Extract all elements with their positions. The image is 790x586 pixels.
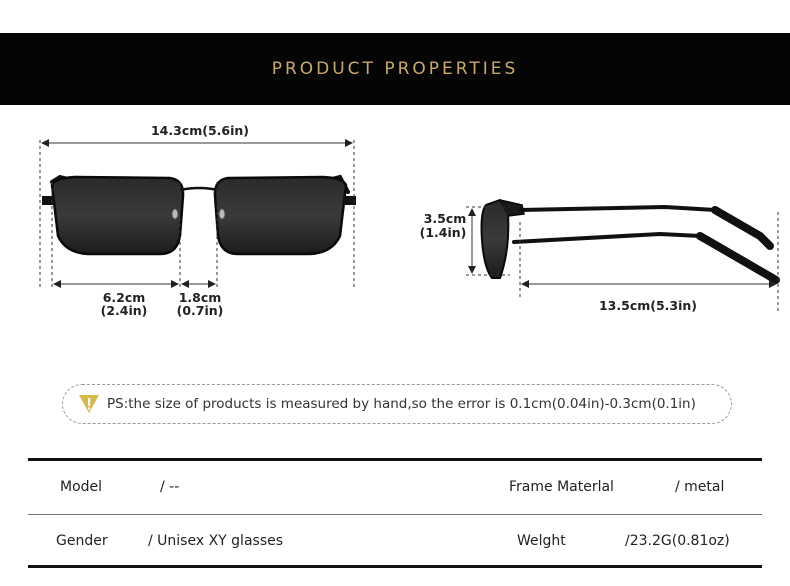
spec-label-weight: Welght <box>517 533 566 549</box>
lens-width-label: 6.2cm <box>102 290 146 305</box>
warning-icon <box>77 392 101 416</box>
spec-value-weight: /23.2G(0.81oz) <box>625 533 730 549</box>
spec-value-gender: / Unisex XY glasses <box>148 533 284 549</box>
spec-label-model: Model <box>60 479 103 495</box>
lens-height-label: 3.5cm <box>423 211 467 226</box>
banner-title: PRODUCT PROPERTIES <box>271 59 519 79</box>
lens-width-in-label: (2.4in) <box>100 303 148 318</box>
specs-table <box>28 458 762 568</box>
temple-length-label: 13.5cm(5.3in) <box>598 298 698 313</box>
spec-value-model: / -- <box>160 479 180 495</box>
lens-height-in-label: (1.4in) <box>419 225 467 240</box>
measurement-note <box>62 384 732 424</box>
side-view-glasses <box>482 200 777 280</box>
spec-row <box>28 515 762 568</box>
spec-row <box>28 461 762 515</box>
note-text: PS:the size of products is measured by hand,so the error is 0.1cm(0.04in)-0.3cm(0.1in) <box>107 396 696 412</box>
total-width-label: 14.3cm(5.6in) <box>150 123 250 138</box>
bridge-width-in-label: (0.7in) <box>176 303 224 318</box>
spec-label-gender: Gender <box>56 533 108 549</box>
spec-value-frame-material: / metal <box>675 479 725 495</box>
spec-label-frame-material: Frame Materlal <box>509 479 614 495</box>
front-view-glasses <box>42 177 356 254</box>
bridge-width-label: 1.8cm <box>178 290 222 305</box>
